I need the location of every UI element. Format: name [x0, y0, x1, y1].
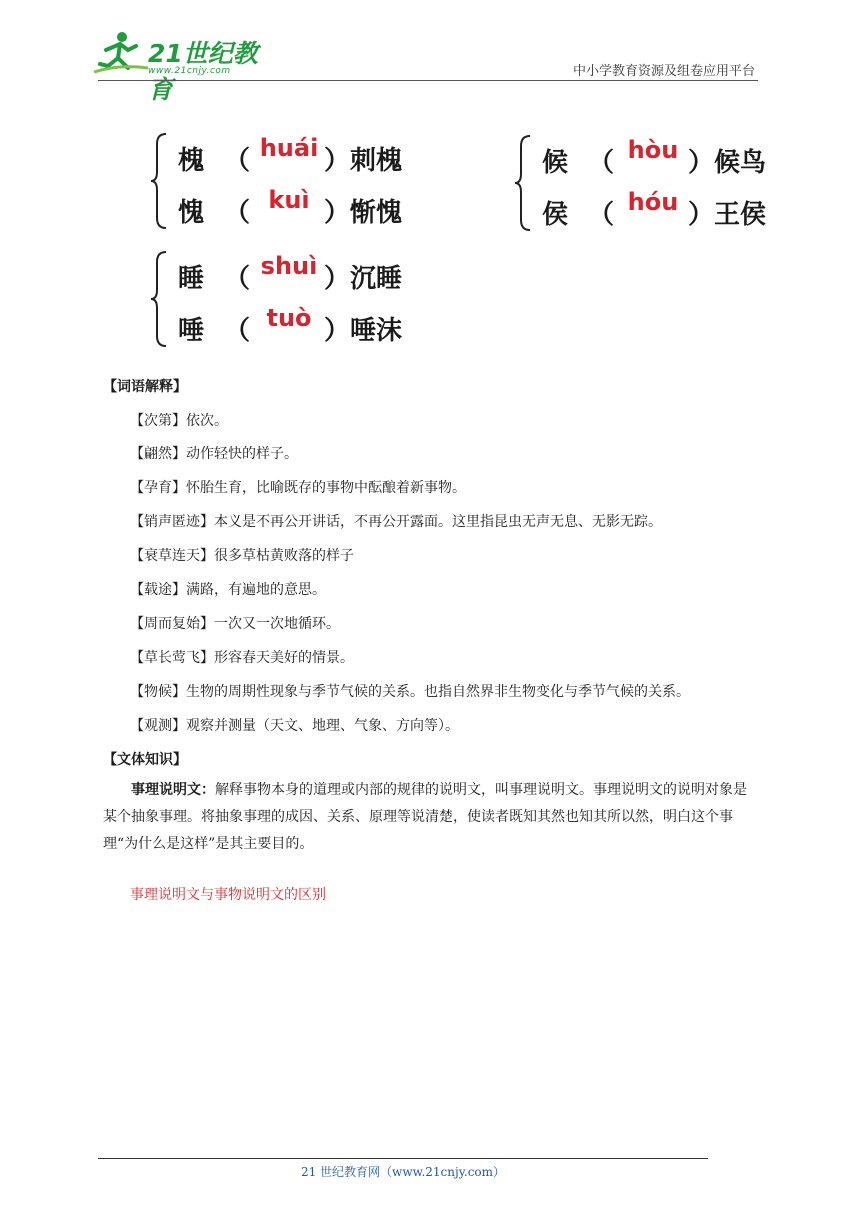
character: 候: [542, 148, 569, 178]
pinyin-answer: shuì: [260, 252, 318, 280]
paren-close: ）: [688, 200, 715, 230]
pinyin-group-3: [150, 250, 420, 350]
header-divider: [98, 80, 758, 81]
genre-definition: 解释事物本身的道理或内部的规律的说明文，叫事理说明文。事理说明文的说明对象是某个抽象事理。将抽象事理的成因、关系、原理等说清楚，使读者既知其然也知其所以然，明白这个事理“为什么是这样”是其主要目的。: [103, 782, 747, 852]
pinyin-answer: hóu: [627, 188, 679, 216]
runner-logo-icon: [92, 28, 150, 78]
vocab-entry: 【衰草连天】很多草枯黄败落的样子: [130, 548, 354, 564]
vocab-entry: 【物候】生物的周期性现象与季节气候的关系。也指自然界非生物变化与季节气候的关系。: [130, 684, 690, 700]
genre-term: 事理说明文：: [131, 782, 215, 798]
vocab-entry: 【草长莺飞】形容春天美好的情景。: [130, 650, 354, 666]
pinyin-answer: tuò: [266, 304, 312, 332]
pinyin-answer: kuì: [268, 186, 310, 214]
paren-close: ）: [324, 264, 351, 294]
example-word: 唾沫: [350, 316, 403, 346]
logo-url: www.21cnjy.com: [148, 66, 231, 76]
example-word: 刺槐: [350, 146, 403, 176]
character: 槐: [178, 146, 205, 176]
paren-open: （: [224, 316, 251, 346]
logo-text: 21世纪教育: [148, 39, 258, 104]
paren-close: ）: [688, 148, 715, 178]
paren-close: ）: [324, 146, 351, 176]
curly-brace-icon: [150, 132, 170, 230]
character: 愧: [178, 198, 205, 228]
character: 睡: [178, 264, 205, 294]
vocab-entry: 【观测】观察并测量（天文、地理、气象、方向等）。: [130, 718, 459, 734]
paren-open: （: [224, 264, 251, 294]
vocab-entry: 【孕育】怀胎生育，比喻既存的事物中酝酿着新事物。: [130, 480, 466, 496]
highlight-subheading: 事理说明文与事物说明文的区别: [130, 887, 326, 903]
page-header: [0, 0, 860, 104]
pinyin-group-2: [514, 134, 784, 234]
example-word: 候鸟: [714, 148, 767, 178]
paren-open: （: [224, 198, 251, 228]
paren-close: ）: [324, 316, 351, 346]
vocab-entry: 【载途】满路，有遍地的意思。: [130, 582, 326, 598]
pinyin-group-1: [150, 132, 420, 232]
footer-link[interactable]: 21 世纪教育网（www.21cnjy.com）: [300, 1165, 506, 1179]
pinyin-answer: hòu: [627, 136, 679, 164]
genre-paragraph: [103, 777, 753, 858]
curly-brace-icon: [514, 134, 534, 232]
character: 侯: [542, 200, 569, 230]
section-title-vocab: 【词语解释】: [103, 379, 187, 395]
site-logo[interactable]: [92, 28, 272, 104]
curly-brace-icon: [150, 250, 170, 348]
vocab-entry: 【翩然】动作轻快的样子。: [130, 446, 298, 462]
vocab-entry: 【周而复始】一次又一次地循环。: [130, 616, 340, 632]
paren-open: （: [224, 146, 251, 176]
example-word: 王侯: [714, 200, 767, 230]
paren-open: （: [588, 148, 615, 178]
pinyin-answer: huái: [259, 134, 319, 162]
platform-name: 中小学教育资源及组卷应用平台: [572, 64, 755, 79]
example-word: 惭愧: [350, 198, 403, 228]
footer-divider: [98, 1158, 708, 1159]
vocab-entry: 【次第】依次。: [130, 413, 228, 429]
example-word: 沉睡: [350, 264, 403, 294]
vocab-entry: 【销声匿迹】本义是不再公开讲话，不再公开露面。这里指昆虫无声无息、无影无踪。: [130, 514, 662, 530]
character: 唾: [178, 316, 205, 346]
paren-open: （: [588, 200, 615, 230]
section-title-genre: 【文体知识】: [103, 752, 187, 768]
paren-close: ）: [324, 198, 351, 228]
